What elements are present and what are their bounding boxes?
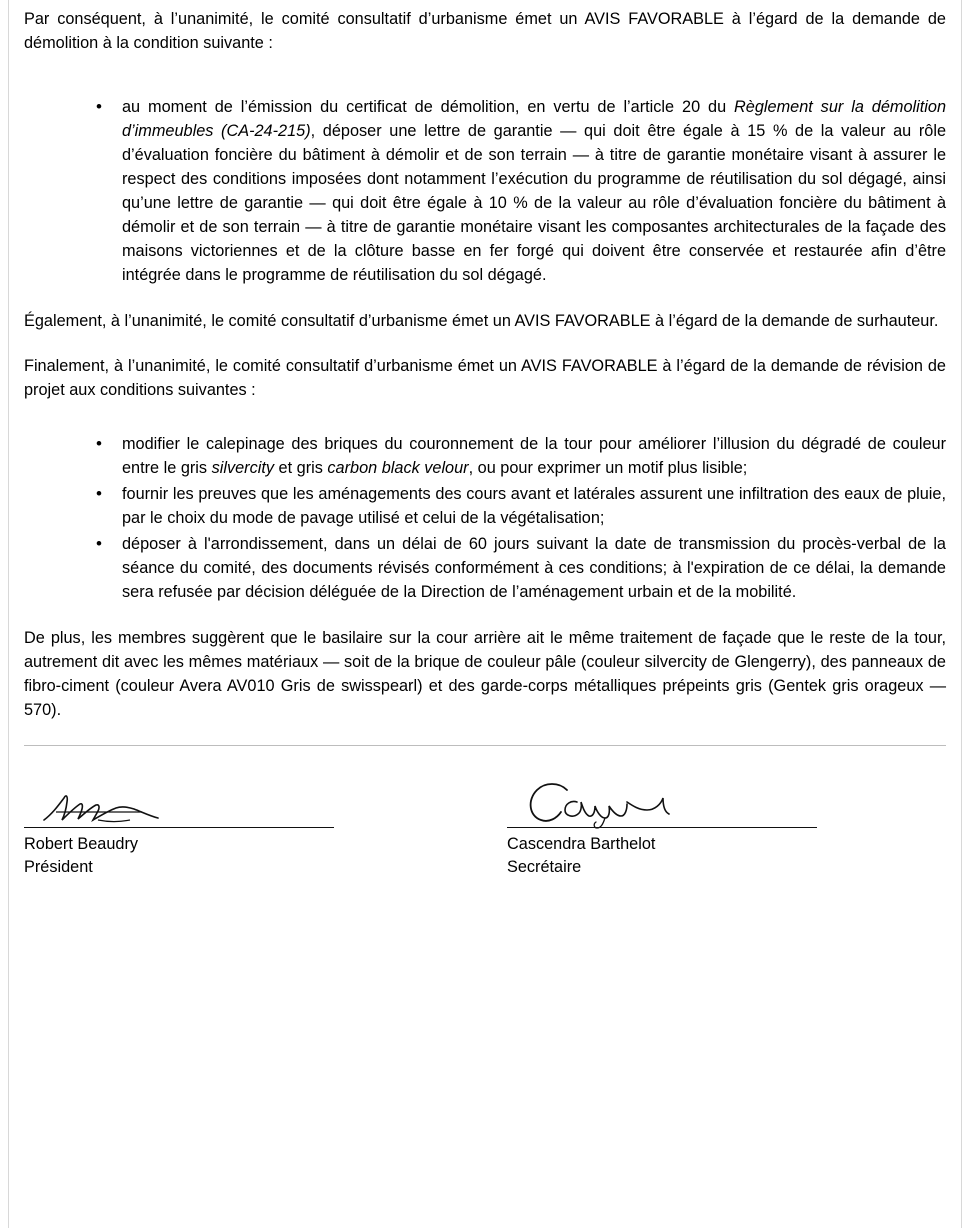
- paragraph-demolition-intro: Par conséquent, à l’unanimité, le comité consultatif d’urbanisme émet un AVIS FAVORABLE à l’égard de la demande de démolition à la condition suivante :: [24, 10, 946, 52]
- bullet-text-part-1: au moment de l’émission du certificat de démolition, en vertu de l’article 20 du: [122, 97, 735, 116]
- signature-block-secretary: [485, 770, 946, 879]
- list-item: • fournir les preuves que les aménagements des cours avant et latérales assurent une infiltration des eaux de pluie, par le choix du mode de pavage utilisé et celui de la végétalisation;: [96, 483, 946, 531]
- paragraph-revision-intro: Finalement, à l’unanimité, le comité consultatif d’urbanisme émet un AVIS FAVORABLE à l’égard de la demande de révision de projet aux conditions suivantes :: [24, 357, 946, 400]
- signatory-name: Robert Beaudry: [24, 834, 139, 853]
- signature-area: [24, 770, 334, 828]
- bullet-text-part-3: , ou pour exprimer un motif plus lisible;: [468, 459, 748, 478]
- signature-line: [24, 827, 334, 828]
- signature-block-president: [24, 770, 485, 879]
- page-right-border: [961, 0, 962, 1228]
- signature-line: [507, 827, 817, 828]
- list-item: [96, 433, 946, 481]
- bullet-text-part-2: , déposer une lettre de garantie — qui doit être égale à 15 % de la valeur au rôle d’évaluation foncière du bâtiment à démolir et de son terrain — à titre de garantie monétaire visant à assurer le respect des conditions imposées dont notamment l’exécution du programme de réutilisation du sol dégagé, ainsi qu’une lettre de garantie — qui doit être égale à 10 % de la valeur au rôle d’évaluation foncière du bâtiment à démolir et de son terrain — à titre de garantie monétaire visant les composantes architecturales de la façade des maisons victoriennes et de la clôture basse en fer forgé qui doivent être conservée et restaurée afin d’être intégrée dans le programme de réutilisation du sol dégagé.: [122, 121, 947, 284]
- handwritten-signature-icon: [521, 776, 721, 832]
- revision-conditions-list: [24, 433, 946, 605]
- spacer: [24, 78, 946, 96]
- paragraph-surhauteur: Également, à l’unanimité, le comité consultatif d’urbanisme émet un AVIS FAVORABLE à l’égard de la demande de surhauteur.: [24, 311, 939, 330]
- list-item: [96, 96, 946, 288]
- bullet-text-italic-1: Règlement sur la démolition d’immeubles (CA-24-215): [122, 97, 946, 140]
- page-left-border: [8, 0, 9, 1228]
- bullet-text-part-2: et gris: [274, 459, 328, 478]
- handwritten-signature-icon: [38, 784, 238, 832]
- signature-area: [507, 770, 817, 828]
- bullet-text-italic-2: carbon black velour: [327, 459, 469, 478]
- demolition-conditions-list: [24, 96, 946, 288]
- list-item: • déposer à l'arrondissement, dans un délai de 60 jours suivant la date de transmission du procès-verbal de la séance du comité, des documents révisés conformément à ces conditions; à l'expiration de ce délai, la demande sera refusée par décision déléguée de la Direction de l’aménagement urbain et de la mobilité.: [96, 533, 946, 605]
- spacer: [24, 425, 946, 433]
- paragraph-suggestions: De plus, les membres suggèrent que le basilaire sur la cour arrière ait le même traitement de façade que le reste de la tour, autrement dit avec les mêmes matériaux — soit de la brique de couleur pâle (couleur silvercity de Glengerry), des panneaux de fibro-ciment (couleur Avera AV010 Gris de swisspearl) et des garde-corps métalliques prépeints gris (Gentek gris orageux — 570).: [24, 629, 946, 719]
- footer-divider: [24, 745, 946, 746]
- bullet-text-italic-1: silvercity: [211, 459, 275, 478]
- signature-section: [24, 770, 946, 879]
- signatory-title: Président: [24, 858, 93, 877]
- bullet-text-part-1: modifier le calepinage des briques du couronnement de la tour pour améliorer l’illusion du dégradé de couleur entre le gris: [122, 435, 946, 478]
- signatory-title: Secrétaire: [507, 858, 582, 877]
- signatory-name: Cascendra Barthelot: [507, 834, 656, 853]
